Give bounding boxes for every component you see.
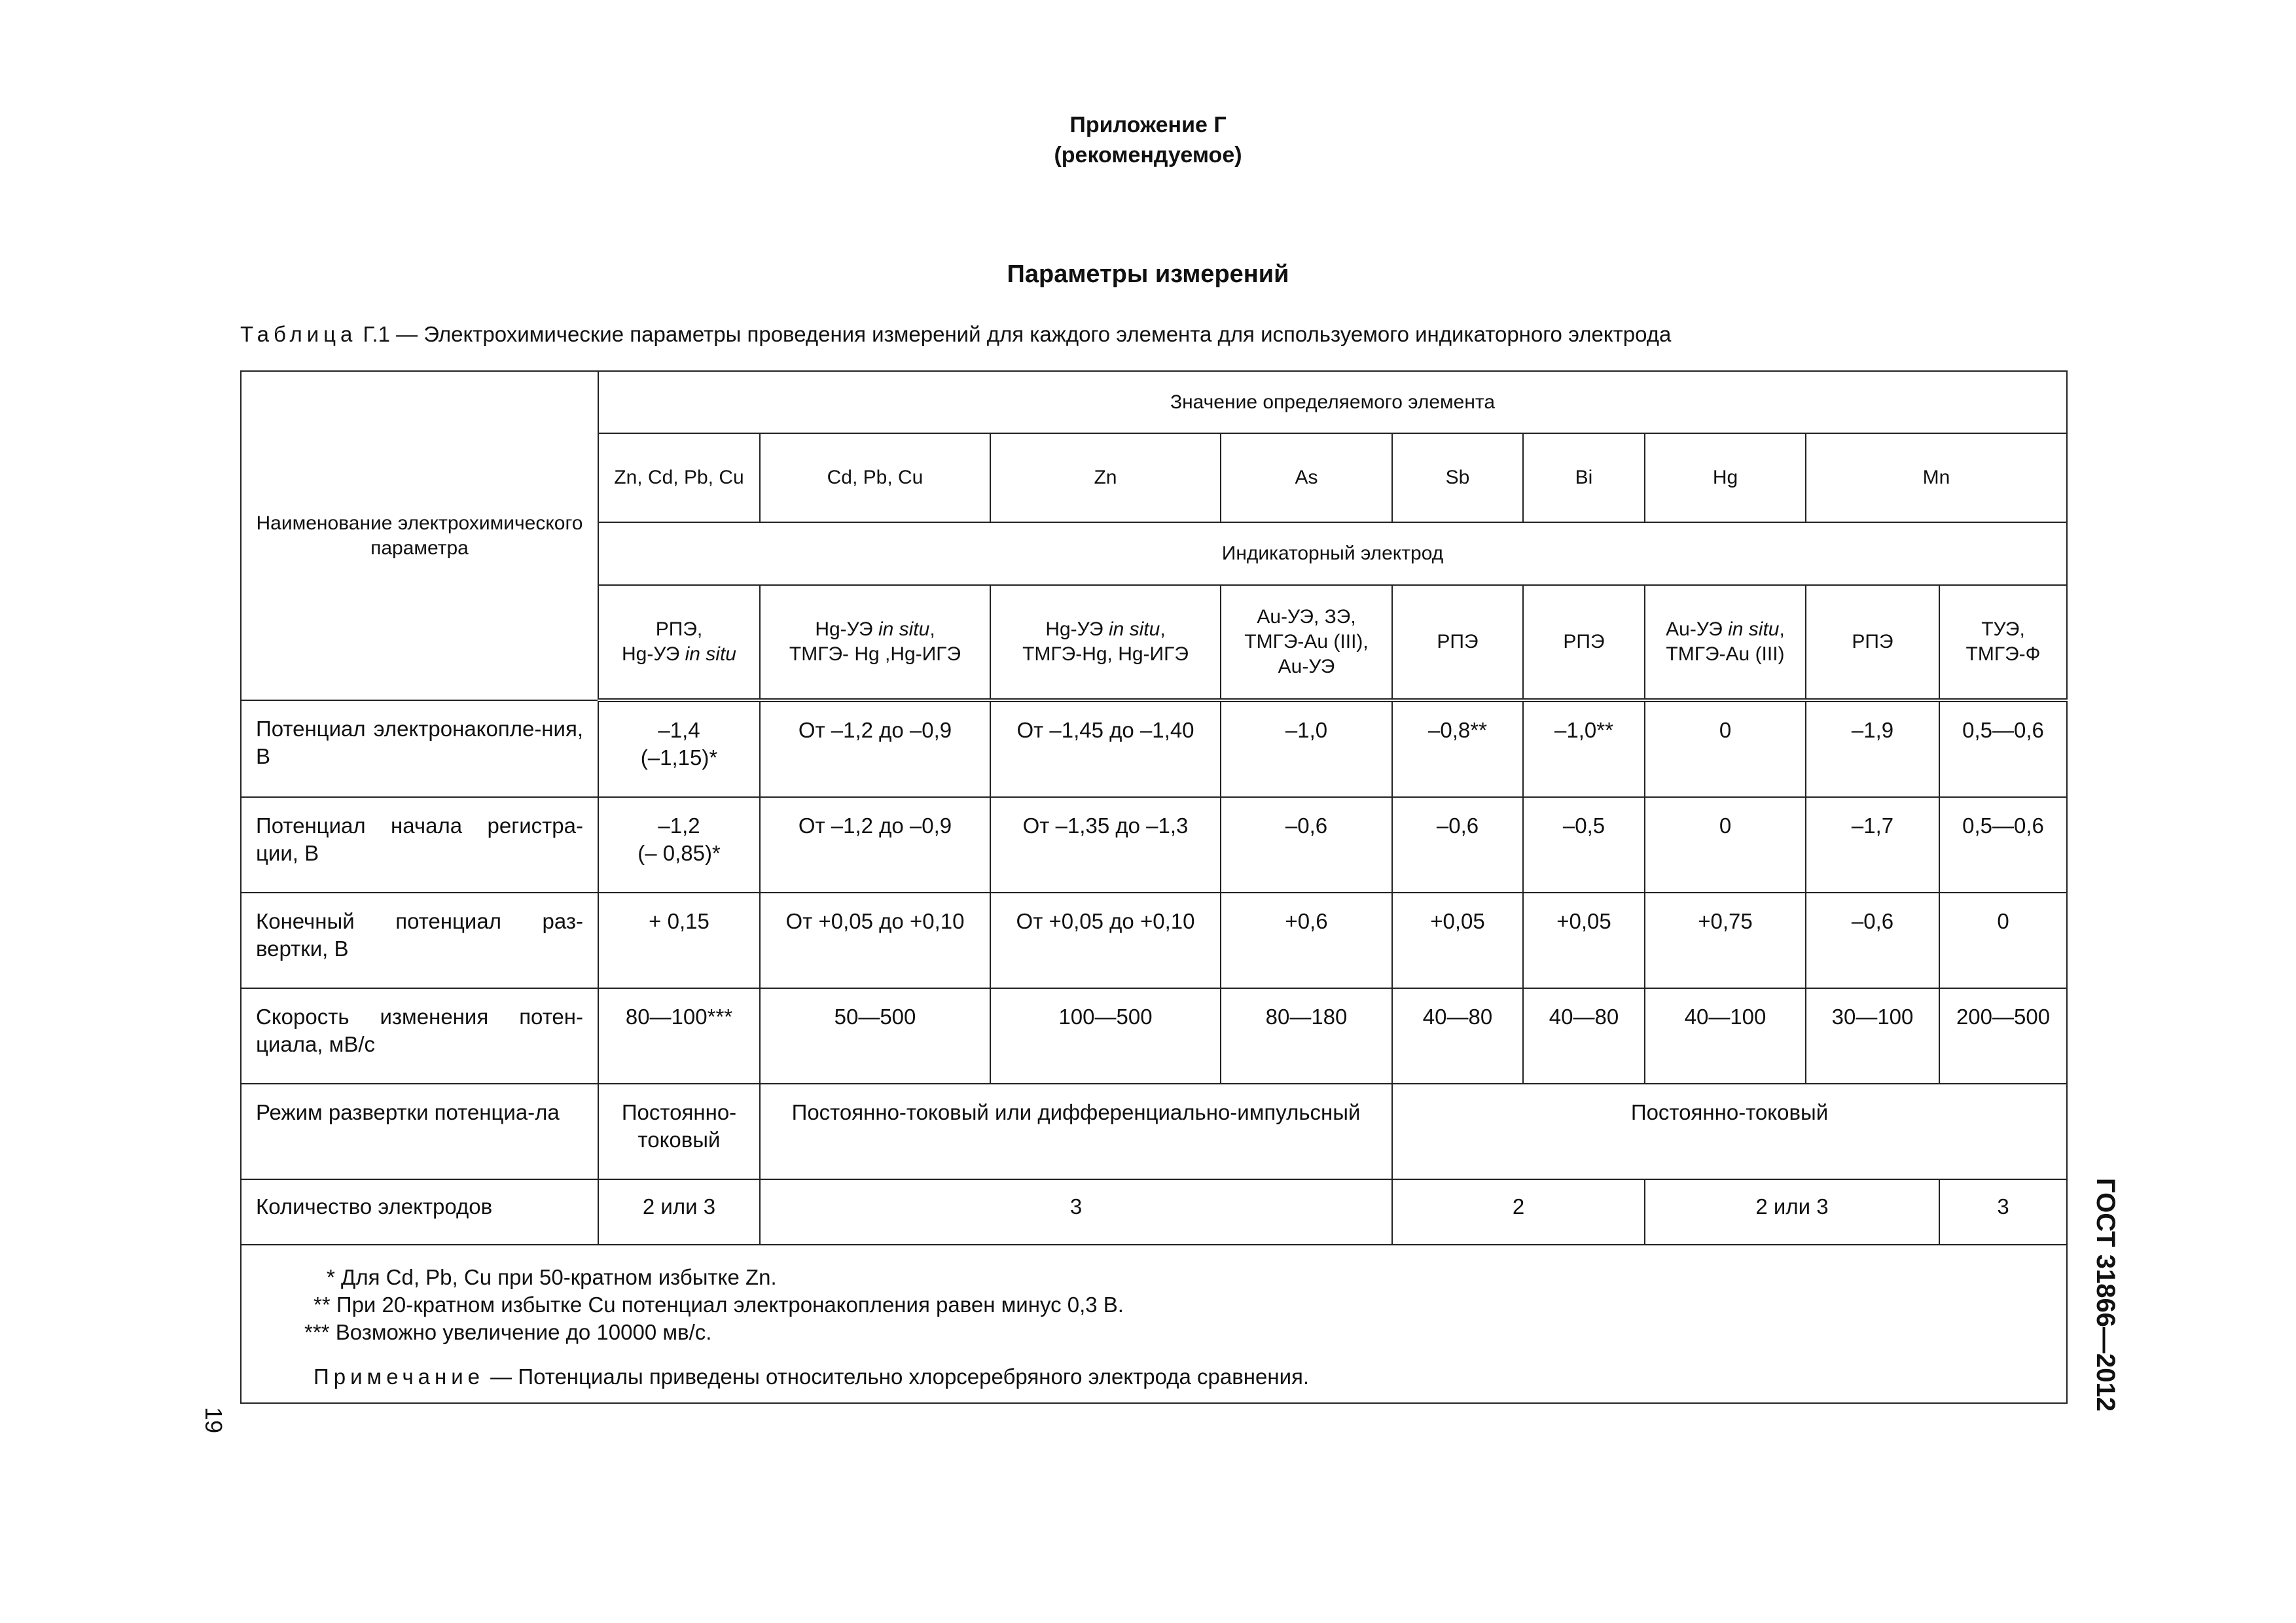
value-cell: 0 [1939,893,2067,988]
row-label: Потенциал электронакопле-ния, В [241,700,598,797]
electrode-cell [598,585,760,700]
element-cell: Hg [1645,433,1806,522]
electrode-cell [760,585,990,700]
electrode-header: Индикаторный электрод [598,522,2067,585]
value-cell: + 0,15 [598,893,760,988]
table-row-electrode-count [241,1179,2067,1245]
value-cell: Постоянно-токовый или дифференциально-импульсный [760,1084,1392,1179]
electrode-line: Au-УЭ [1278,656,1335,677]
value-cell: От –1,2 до –0,9 [760,700,990,797]
electrode-line: Au-УЭ, ЗЭ, [1257,606,1356,628]
table-row [241,988,2067,1084]
table-caption-prefix: Таблица [240,322,357,346]
electrode-line: Hg-УЭ [1045,618,1109,640]
electrode-cell [1939,585,2067,700]
electrode-cell [1221,585,1392,700]
value-cell: От +0,05 до +0,10 [990,893,1221,988]
notes-row [241,1245,2067,1403]
value-cell: –1,9 [1806,700,1939,797]
value-cell: 0,5—0,6 [1939,700,2067,797]
value-cell: От –1,35 до –1,3 [990,797,1221,893]
value-cell: 40—80 [1392,988,1523,1084]
electrode-line-italic: in situ [1728,618,1780,640]
standard-designation: ГОСТ 31866—2012 [2091,1178,2120,1412]
appendix-title: Приложение Г [1069,113,1227,137]
electrode-line-tail: , [1160,618,1166,640]
value-cell: 80—100*** [598,988,760,1084]
electrode-cell [1645,585,1806,700]
row-label: Скорость изменения потен-циала, мВ/с [241,988,598,1084]
table-note-prefix: Примечание [314,1364,485,1389]
electrode-cell [990,585,1221,700]
electrode-line: ТМГЭ-Hg, Hg-ИГЭ [1022,643,1189,665]
value-cell: От +0,05 до +0,10 [760,893,990,988]
table-row [241,797,2067,893]
element-cell: Zn [990,433,1221,522]
table-row [241,893,2067,988]
element-cell: As [1221,433,1392,522]
electrode-cell: РПЭ [1392,585,1523,700]
value-cell: +0,05 [1392,893,1523,988]
value-cell: –0,6 [1392,797,1523,893]
value-cell: 200—500 [1939,988,2067,1084]
value-cell: 2 или 3 [1645,1179,1939,1245]
table-note [314,1363,2066,1391]
table-note-text: — Потенциалы приведены относительно хлорсеребряного электрода сравнения. [484,1364,1310,1389]
table-caption-text: Г.1 — Электрохимические параметры проведения измерений для каждого элемента для используемого индикаторного электрода [357,322,1672,346]
value-cell: 0,5—0,6 [1939,797,2067,893]
value-cell: –1,7 [1806,797,1939,893]
footnote: *** Возможно увеличение до 10000 мв/с. [304,1320,712,1344]
electrode-line: ТМГЭ-Ф [1965,643,2041,665]
value-cell: 2 или 3 [598,1179,760,1245]
value-cell: 0 [1645,700,1806,797]
value-cell: 30—100 [1806,988,1939,1084]
electrode-cell: РПЭ [1523,585,1645,700]
electrode-line: Au-УЭ [1666,618,1729,640]
row-label: Потенциал начала регистра-ции, В [241,797,598,893]
table-caption [240,322,1671,347]
element-cell: Zn, Cd, Pb, Cu [598,433,760,522]
electrode-line: ТМГЭ-Au (III) [1666,643,1785,665]
value-cell: –1,2 (– 0,85)* [598,797,760,893]
electrode-line: ТМГЭ- Hg ,Hg-ИГЭ [789,643,961,665]
value-cell: От –1,45 до –1,40 [990,700,1221,797]
row-label: Конечный потенциал раз-вертки, В [241,893,598,988]
electrode-line-italic: in situ [685,643,736,665]
electrode-cell: РПЭ [1806,585,1939,700]
table-row-sweep-mode [241,1084,2067,1179]
value-cell: –1,4 (–1,15)* [598,700,760,797]
electrode-line-italic: in situ [878,618,930,640]
value-rows [241,700,2067,1084]
electrode-line: ТМГЭ-Au (III), [1244,631,1369,652]
value-cell: –0,8** [1392,700,1523,797]
value-cell: 3 [1939,1179,2067,1245]
value-cell: 2 [1392,1179,1645,1245]
value-cell: 0 [1645,797,1806,893]
value-cell: +0,75 [1645,893,1806,988]
element-header: Значение определяемого элемента [598,371,2067,433]
footnote: ** При 20-кратном избытке Cu потенциал электронакопления равен минус 0,3 В. [314,1293,1124,1317]
element-cell: Mn [1806,433,2067,522]
footnote: * Для Cd, Pb, Cu при 50-кратном избытке Zn. [327,1265,777,1289]
row-label: Режим развертки потенциа-ла [241,1084,598,1179]
element-cell: Sb [1392,433,1523,522]
electrode-line-italic: in situ [1108,618,1160,640]
value-cell: –0,6 [1221,797,1392,893]
value-cell: –0,5 [1523,797,1645,893]
appendix-heading [0,110,2296,170]
element-cell: Cd, Pb, Cu [760,433,990,522]
value-cell: +0,05 [1523,893,1645,988]
value-cell: –1,0 [1221,700,1392,797]
page-number: 19 [200,1406,227,1434]
appendix-status: (рекомендуемое) [1054,143,1242,168]
row-label: Количество электродов [241,1179,598,1245]
value-cell: Постоянно-токовый [598,1084,760,1179]
value-cell: –1,0** [1523,700,1645,797]
electrode-line: ТУЭ, [1981,618,2025,640]
table-row [241,700,2067,797]
param-header-cell [241,371,598,700]
value-cell: 3 [760,1179,1392,1245]
value-cell: 80—180 [1221,988,1392,1084]
notes-cell [241,1245,2067,1403]
element-cell: Bi [1523,433,1645,522]
value-cell: 40—100 [1645,988,1806,1084]
electrode-line: Hg-УЭ [621,643,685,665]
electrode-line-tail: , [929,618,935,640]
electrode-line: Hg-УЭ [815,618,878,640]
param-header: Наименование электрохимического параметра [256,512,583,559]
electrode-line: РПЭ, [655,618,703,640]
value-cell: +0,6 [1221,893,1392,988]
parameters-table [240,370,2068,1404]
value-cell: Постоянно-токовый [1392,1084,2067,1179]
value-cell: –0,6 [1806,893,1939,988]
value-cell: 50—500 [760,988,990,1084]
value-cell: 40—80 [1523,988,1645,1084]
electrode-line-tail: , [1779,618,1785,640]
value-cell: 100—500 [990,988,1221,1084]
section-title: Параметры измерений [1007,260,1289,288]
value-cell: От –1,2 до –0,9 [760,797,990,893]
